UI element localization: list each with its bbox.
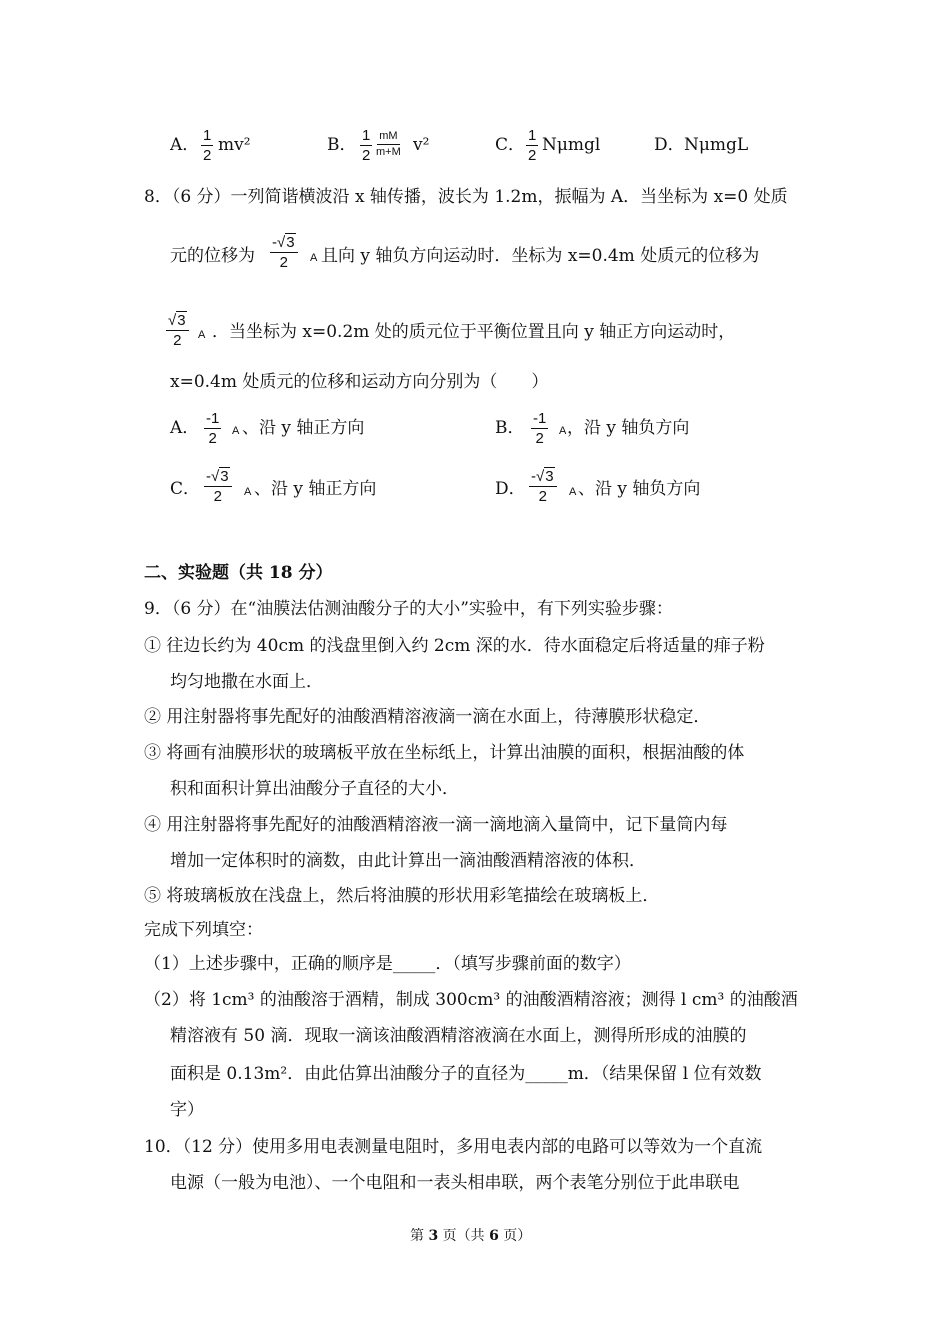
q9-part-2-line-1: （2）将 1cm³ 的油酸溶于酒精，制成 300cm³ 的油酸酒精溶液；测得 l cm³ 的油酸酒 bbox=[144, 990, 798, 1010]
sqrt-symbol: √3 bbox=[277, 234, 295, 251]
sqrt-symbol: √3 bbox=[168, 312, 186, 329]
q8-option-a-amp: A bbox=[232, 425, 240, 437]
q9-part-1: （1）上述步骤中，正确的顺序是_____．（填写步骤前面的数字） bbox=[144, 954, 631, 974]
q9-step-3-line-2: 积和面积计算出油酸分子直径的大小． bbox=[170, 779, 459, 799]
q7-c-fraction: $\frac{1}{2}$ bbox=[528, 127, 537, 164]
q8-option-c-label: C． bbox=[170, 479, 201, 499]
q9-step-4-line-1: ④ 用注射器将事先配好的油酸酒精溶液一滴一滴地滴入量筒中，记下量筒内每 bbox=[144, 815, 728, 835]
q8-line-2-pre: 元的位移为 bbox=[170, 246, 255, 266]
q8-option-d-fraction: $\frac{-√3}{2}$ bbox=[529, 469, 557, 504]
q7-d-label: D． bbox=[654, 135, 685, 155]
q8-line-2-fraction: $\frac{-√3}{2}$ bbox=[270, 235, 298, 270]
q8-line-2-amp: A bbox=[310, 252, 318, 264]
q8-line-1: 8．（6 分）一列简谐横波沿 x 轴传播，波长为 1.2m，振幅为 A．当坐标为 x=0 处质 bbox=[144, 187, 788, 207]
q9-step-5: ⑤ 将玻璃板放在浅盘上，然后将油膜的形状用彩笔描绘在玻璃板上． bbox=[144, 886, 660, 906]
q7-d-expr: NμmgL bbox=[684, 135, 749, 155]
q7-c-label: C． bbox=[495, 135, 526, 155]
q7-b-fraction-2: $\frac{mM}{m+M}$ bbox=[376, 130, 401, 158]
page-total: 6 bbox=[489, 1228, 499, 1244]
q9-part-2-line-2: 精溶液有 50 滴．现取一滴该油酸酒精溶液滴在水面上，测得所形成的油膜的 bbox=[170, 1026, 747, 1046]
q7-b-label: B． bbox=[327, 135, 357, 155]
q8-option-a-text: 、沿 y 轴正方向 bbox=[242, 418, 365, 438]
q8-option-a-label: A． bbox=[170, 418, 200, 438]
q8-option-d-label: D． bbox=[495, 479, 526, 499]
q9-intro: 9．（6 分）在“油膜法估测油酸分子的大小”实验中，有下列实验步骤： bbox=[144, 599, 673, 619]
section-2-heading: 二、实验题（共 18 分） bbox=[144, 563, 333, 583]
q9-part-2-line-3: 面积是 0.13m²．由此估算出油酸分子的直径为_____m．（结果保留 l 位有效数 bbox=[170, 1064, 762, 1084]
q9-step-4-line-2: 增加一定体积时的滴数，由此计算出一滴油酸酒精溶液的体积． bbox=[170, 851, 646, 871]
q7-a-expr: mv² bbox=[218, 135, 251, 155]
page-number: 3 bbox=[428, 1228, 439, 1244]
q8-option-b-amp: A bbox=[559, 425, 567, 437]
q7-b-expr: v² bbox=[413, 135, 430, 155]
q8-line-3-fraction: $\frac{√3}{2}$ bbox=[166, 313, 189, 348]
q8-line-4: x=0.4m 处质元的位移和运动方向分别为（ ） bbox=[170, 372, 549, 392]
q8-line-3-post: ．当坐标为 x=0.2m 处的质元位于平衡位置且向 y 轴正方向运动时， bbox=[212, 322, 736, 342]
sqrt-symbol: √3 bbox=[211, 468, 229, 485]
q9-step-2: ② 用注射器将事先配好的油酸酒精溶液滴一滴在水面上，待薄膜形状稳定． bbox=[144, 707, 711, 727]
q8-option-d-text: 、沿 y 轴负方向 bbox=[578, 479, 701, 499]
q8-option-a-fraction: $\frac{-1}{2}$ bbox=[206, 410, 220, 447]
q8-option-c-text: 、沿 y 轴正方向 bbox=[254, 479, 377, 499]
q7-c-expr: Nμmgl bbox=[542, 135, 601, 155]
sqrt-symbol: √3 bbox=[536, 468, 554, 485]
q8-line-3-amp: A bbox=[198, 329, 206, 341]
q9-step-1-line-2: 均匀地撒在水面上． bbox=[170, 672, 323, 692]
q9-step-3-line-1: ③ 将画有油膜形状的玻璃板平放在坐标纸上，计算出油膜的面积，根据油酸的体 bbox=[144, 743, 745, 763]
q8-option-c-amp: A bbox=[244, 486, 252, 498]
q10-line-2: 电源（一般为电池）、一个电阻和一表头相串联，两个表笔分别位于此串联电 bbox=[170, 1173, 740, 1193]
page-footer: 第 3 页（共 6 页） bbox=[410, 1228, 532, 1244]
q8-line-2-post: 且向 y 轴负方向运动时．坐标为 x=0.4m 处质元的位移为 bbox=[321, 246, 760, 266]
q7-a-label: A． bbox=[170, 135, 200, 155]
q10-line-1: 10．（12 分）使用多用电表测量电阻时，多用电表内部的电路可以等效为一个直流 bbox=[144, 1137, 763, 1157]
q8-option-b-label: B． bbox=[495, 418, 525, 438]
q8-option-b-fraction: $\frac{-1}{2}$ bbox=[533, 410, 547, 447]
q8-option-b-text: ，沿 y 轴负方向 bbox=[567, 418, 690, 438]
q7-a-fraction: $\frac{1}{2}$ bbox=[203, 127, 212, 164]
q8-option-c-fraction: $\frac{-√3}{2}$ bbox=[204, 469, 232, 504]
q9-step-1-line-1: ① 往边长约为 40cm 的浅盘里倒入约 2cm 深的水．待水面稳定后将适量的痱子粉 bbox=[144, 636, 765, 656]
q8-option-d-amp: A bbox=[569, 486, 577, 498]
q7-b-fraction: $\frac{1}{2}$ bbox=[362, 127, 371, 164]
q9-fill-in: 完成下列填空： bbox=[144, 920, 263, 940]
q9-part-2-line-4: 字） bbox=[170, 1100, 204, 1120]
